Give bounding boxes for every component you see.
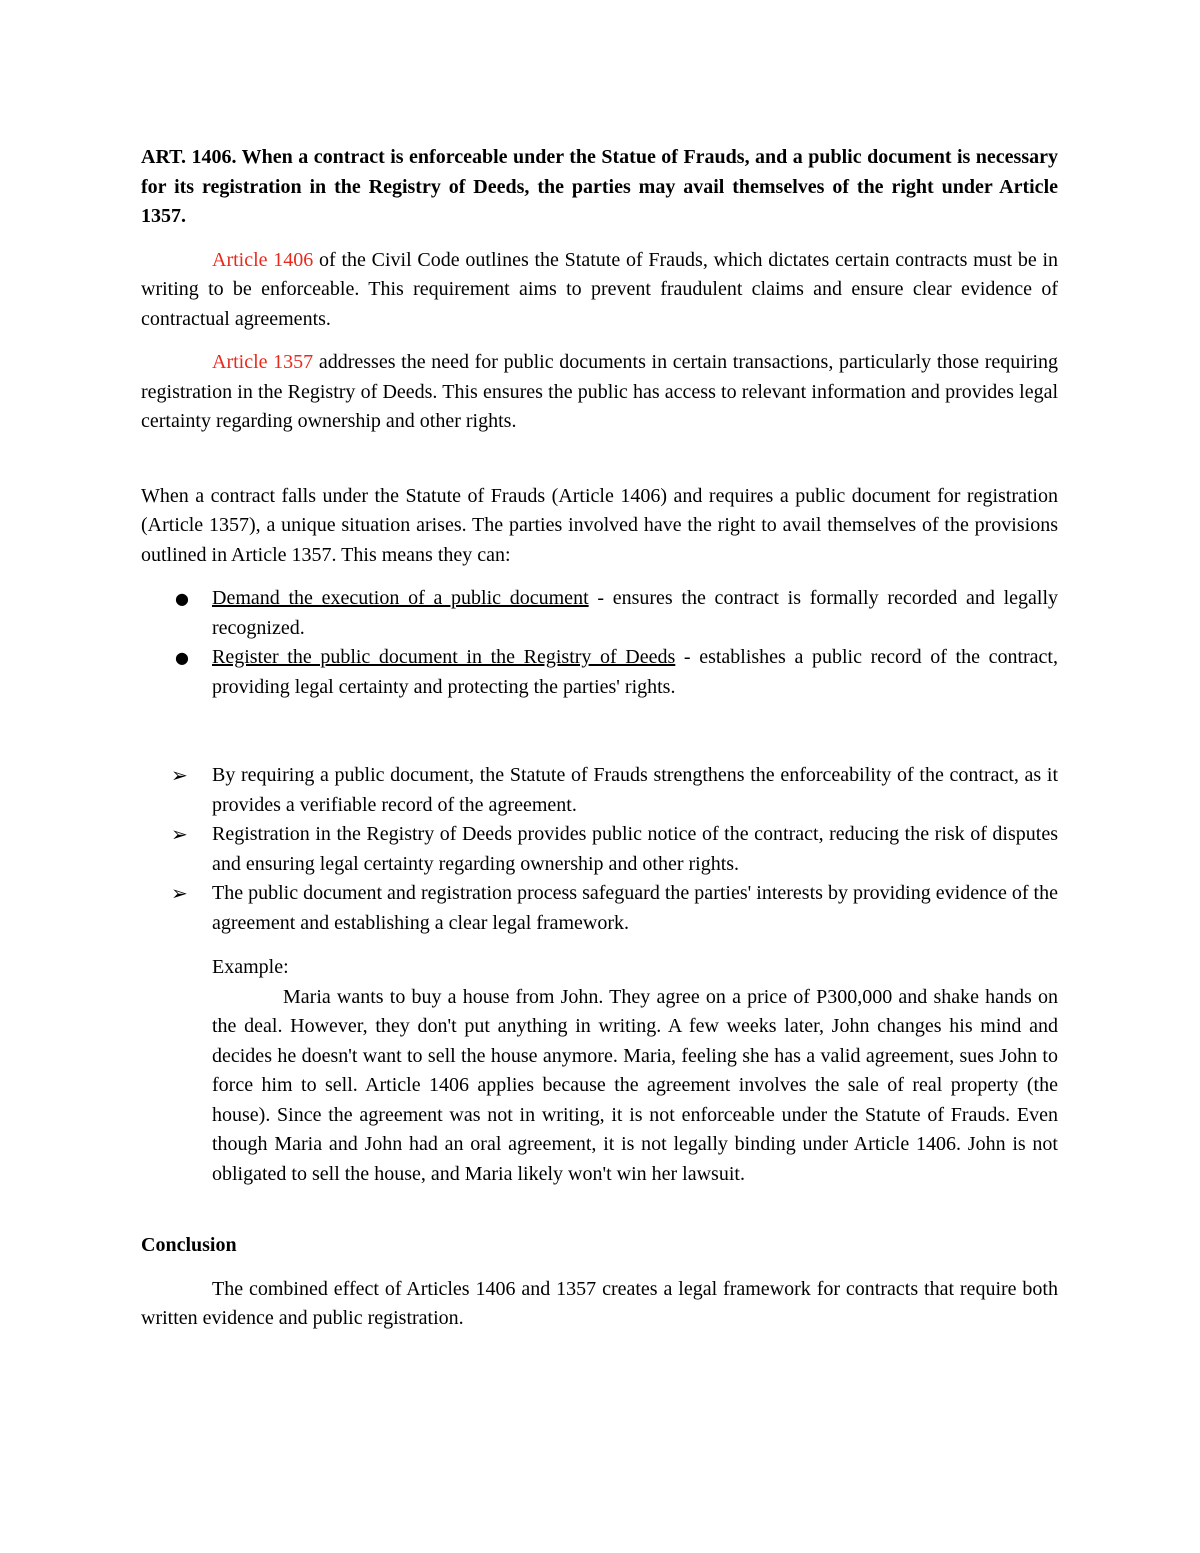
list-item-title: Register the public document in the Registry of Deeds — [212, 646, 676, 668]
article-1357-reference: Article 1357 — [212, 351, 314, 373]
document-page — [141, 143, 1058, 1334]
example-body: Maria wants to buy a house from John. They agree on a price of P300,000 and shake hands on the deal. However, they don't put anything in writing. A few weeks later, John changes his mind and decides he doesn't want to sell the house anymore. Maria, feeling she has a valid agreement, sues John to force him to sell. Article 1406 applies because the agreement involves the sale of real property (the house). Since the agreement was not in writing, it is not enforceable under the Statute of Frauds. Even though Maria and John had an oral agreement, it is not legally binding under Article 1406. John is not obligated to sell the house, and Maria likely won't win her lawsuit. — [212, 985, 1058, 1185]
list-item-title: Demand the execution of a public document — [212, 587, 589, 609]
bullet-list — [141, 584, 1058, 702]
paragraph-article-1357 — [141, 348, 1058, 437]
example-block — [141, 953, 1058, 1189]
list-item — [141, 584, 1058, 643]
paragraph-article-1406 — [141, 246, 1058, 335]
article-heading: ART. 1406. When a contract is enforceable under the Statue of Frauds, and a public document is necessary for its registration in the Registry of Deeds, the parties may avail themselves of the right under Article 1357. — [141, 146, 1058, 227]
disc-bullet-icon: ● — [175, 589, 189, 608]
paragraph-text: addresses the need for public documents in certain transactions, particularly those requiring registration in the Registry of Deeds. This ensures the public has access to relevant information and provides legal certainty regarding ownership and other rights. — [141, 351, 1059, 432]
arrowhead-bullet-icon: ➢ — [171, 881, 188, 905]
list-item-text: - ensures the contract is formally recorded and legally recognized. — [212, 587, 1059, 639]
disc-bullet-icon: ● — [175, 648, 189, 667]
article-1406-reference: Article 1406 — [212, 248, 314, 271]
example-label: Example: — [212, 956, 289, 978]
paragraph-situation: When a contract falls under the Statute of Frauds (Article 1406) and requires a public document for registration (Article 1357), a unique situation arises. The parties involved have the right to avail themselves of the provisions outlined in Article 1357. This means they can: — [141, 484, 1058, 566]
spacer — [141, 437, 1058, 482]
list-item — [141, 643, 1058, 702]
conclusion-title: Conclusion — [141, 1234, 237, 1256]
arrow-list — [141, 761, 1058, 938]
spacer — [141, 702, 1058, 746]
arrowhead-bullet-icon: ➢ — [171, 763, 188, 787]
arrowhead-bullet-icon: ➢ — [171, 822, 188, 846]
conclusion-body: The combined effect of Articles 1406 and 1357 creates a legal framework for contracts that require both written evidence and public registration. — [141, 1277, 1058, 1329]
list-item — [141, 761, 1058, 820]
list-item-text: By requiring a public document, the Statute of Frauds strengthens the enforceability of the contract, as it provides a verifiable record of the agreement. — [212, 764, 1058, 816]
list-item-text: The public document and registration process safeguard the parties' interests by providing evidence of the agreement and establishing a clear legal framework. — [212, 882, 1058, 934]
paragraph-text: of the Civil Code outlines the Statute of Frauds, which dictates certain contracts must be in writing to be enforceable. This requirement aims to prevent fraudulent claims and ensure clear evidence of contractual agreements. — [141, 248, 1059, 330]
list-item — [141, 820, 1058, 879]
spacer — [141, 746, 1058, 761]
list-item — [141, 879, 1058, 938]
list-item-text: Registration in the Registry of Deeds provides public notice of the contract, reducing the risk of disputes and ensuring legal certainty regarding ownership and other rights. — [212, 823, 1058, 875]
list-item-text: - establishes a public record of the contract, providing legal certainty and protecting the parties' rights. — [212, 646, 1058, 698]
